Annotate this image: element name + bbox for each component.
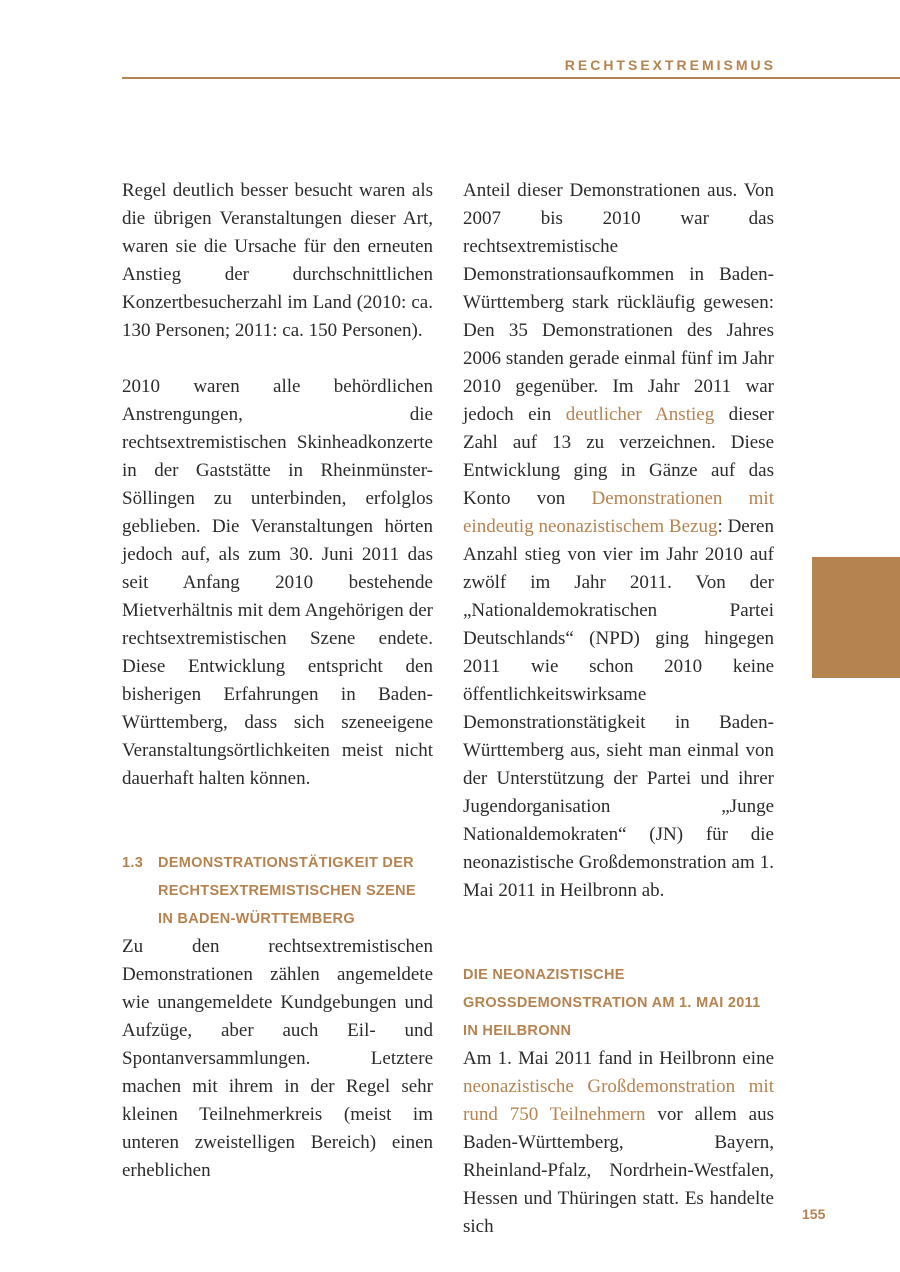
section-heading bbox=[122, 849, 433, 933]
left-column bbox=[122, 177, 433, 1185]
body-paragraph: 2010 waren alle behördlichen Anstrengungen, die rechtsextremistischen Skinheadkonzerte in der Gaststätte in Rheinmünster-Söllingen zu unterbinden, erfolglos geblieben. Die Veranstaltungen hörten jedoch auf, als zum 30. Juni 2011 das seit Anfang 2010 bestehende Mietverhältnis mit dem Angehörigen der rechtsextremistischen Szene endete. Diese Entwicklung entspricht den bisherigen Erfahrungen in Baden-Württemberg, dass sich szeneeigene Veranstaltungsörtlichkeiten meist nicht dauerhaft halten können. bbox=[122, 376, 433, 789]
text-run: Am 1. Mai 2011 fand in Heilbronn eine bbox=[463, 1048, 774, 1069]
highlight-text: deutlicher Anstieg bbox=[565, 404, 715, 425]
section-number: 1.3 bbox=[122, 855, 144, 871]
text-run: dieser Zahl auf 13 zu verzeichnen. Diese Entwicklung ging in Gänze auf das Konto von bbox=[463, 404, 775, 509]
body-paragraph: Regel deutlich besser besucht waren als die übrigen Veranstaltungen dieser Art, waren sie die Ursache für den erneuten Anstieg der durchschnittlichen Konzertbesucherzahl im Land (2010: ca. 130 Personen; 2011: ca. 150 Personen). bbox=[122, 180, 433, 341]
text-run: : Deren Anzahl stieg von vier im Jahr 2010 auf zwölf im Jahr 2011. Von der „Nationaldemokratischen Partei Deutschlands“ (NPD) ging hingegen 2011 wie schon 2010 keine öffentlichkeitswirksame Demonstrationstätigkeit in Baden-Württemberg aus, sieht man einmal von der Unterstützung der Partei und ihrer Jugendorganisation „Junge Nationaldemokraten“ (JN) für die neonazistische Großdemonstration am 1. Mai 2011 in Heilbronn ab. bbox=[463, 516, 774, 901]
highlight-text: neonazistische Großdemonstration mit rund 750 Teilnehmern bbox=[463, 1076, 774, 1125]
page-number: 155 bbox=[802, 1206, 826, 1222]
page-header bbox=[0, 0, 900, 80]
body-paragraph: Zu den rechtsextremistischen Demonstrationen zählen angemeldete wie unangemeldete Kundgebungen und Aufzüge, aber auch Eil- und Spontanversammlungen. Letztere machen mit ihrem in der Regel sehr kleinen Teilnehmerkreis (meist im unteren zweistelligen Bereich) einen erheblichen bbox=[122, 936, 433, 1181]
subsection-heading: DIE NEONAZISTISCHE GROSSDEMONSTRATION AM 1. MAI 2011 IN HEILBRONN bbox=[463, 967, 761, 1039]
text-run: Anteil dieser Demonstrationen aus. Von 2007 bis 2010 war das rechtsextremistische Demonstrationsaufkommen in Baden-Württemberg stark rückläufig gewesen: Den 35 Demonstrationen des Jahres 2006 standen gerade einmal fünf im Jahr 2010 gegenüber. Im Jahr 2011 war jedoch ein bbox=[463, 180, 774, 425]
running-header-title: RECHTSEXTREMISMUS bbox=[564, 57, 776, 73]
section-title: DEMONSTRATIONSTÄTIGKEIT DER RECHTSEXTREMISTISCHEN SZENE IN BADEN-WÜRTTEMBERG bbox=[158, 855, 416, 927]
right-column bbox=[463, 177, 774, 1241]
chapter-tab-marker bbox=[812, 557, 900, 678]
text-run: vor allem aus Baden-Württemberg, Bayern, Rheinland-Pfalz, Nordrhein-Westfalen, Hessen und Thüringen statt. Es handelte sich bbox=[463, 1104, 775, 1237]
body-paragraph bbox=[463, 1045, 774, 1241]
body-paragraph bbox=[463, 177, 774, 905]
header-rule bbox=[122, 77, 900, 79]
highlight-text: Demonstrationen mit eindeutig neonazistischem Bezug bbox=[463, 488, 774, 537]
